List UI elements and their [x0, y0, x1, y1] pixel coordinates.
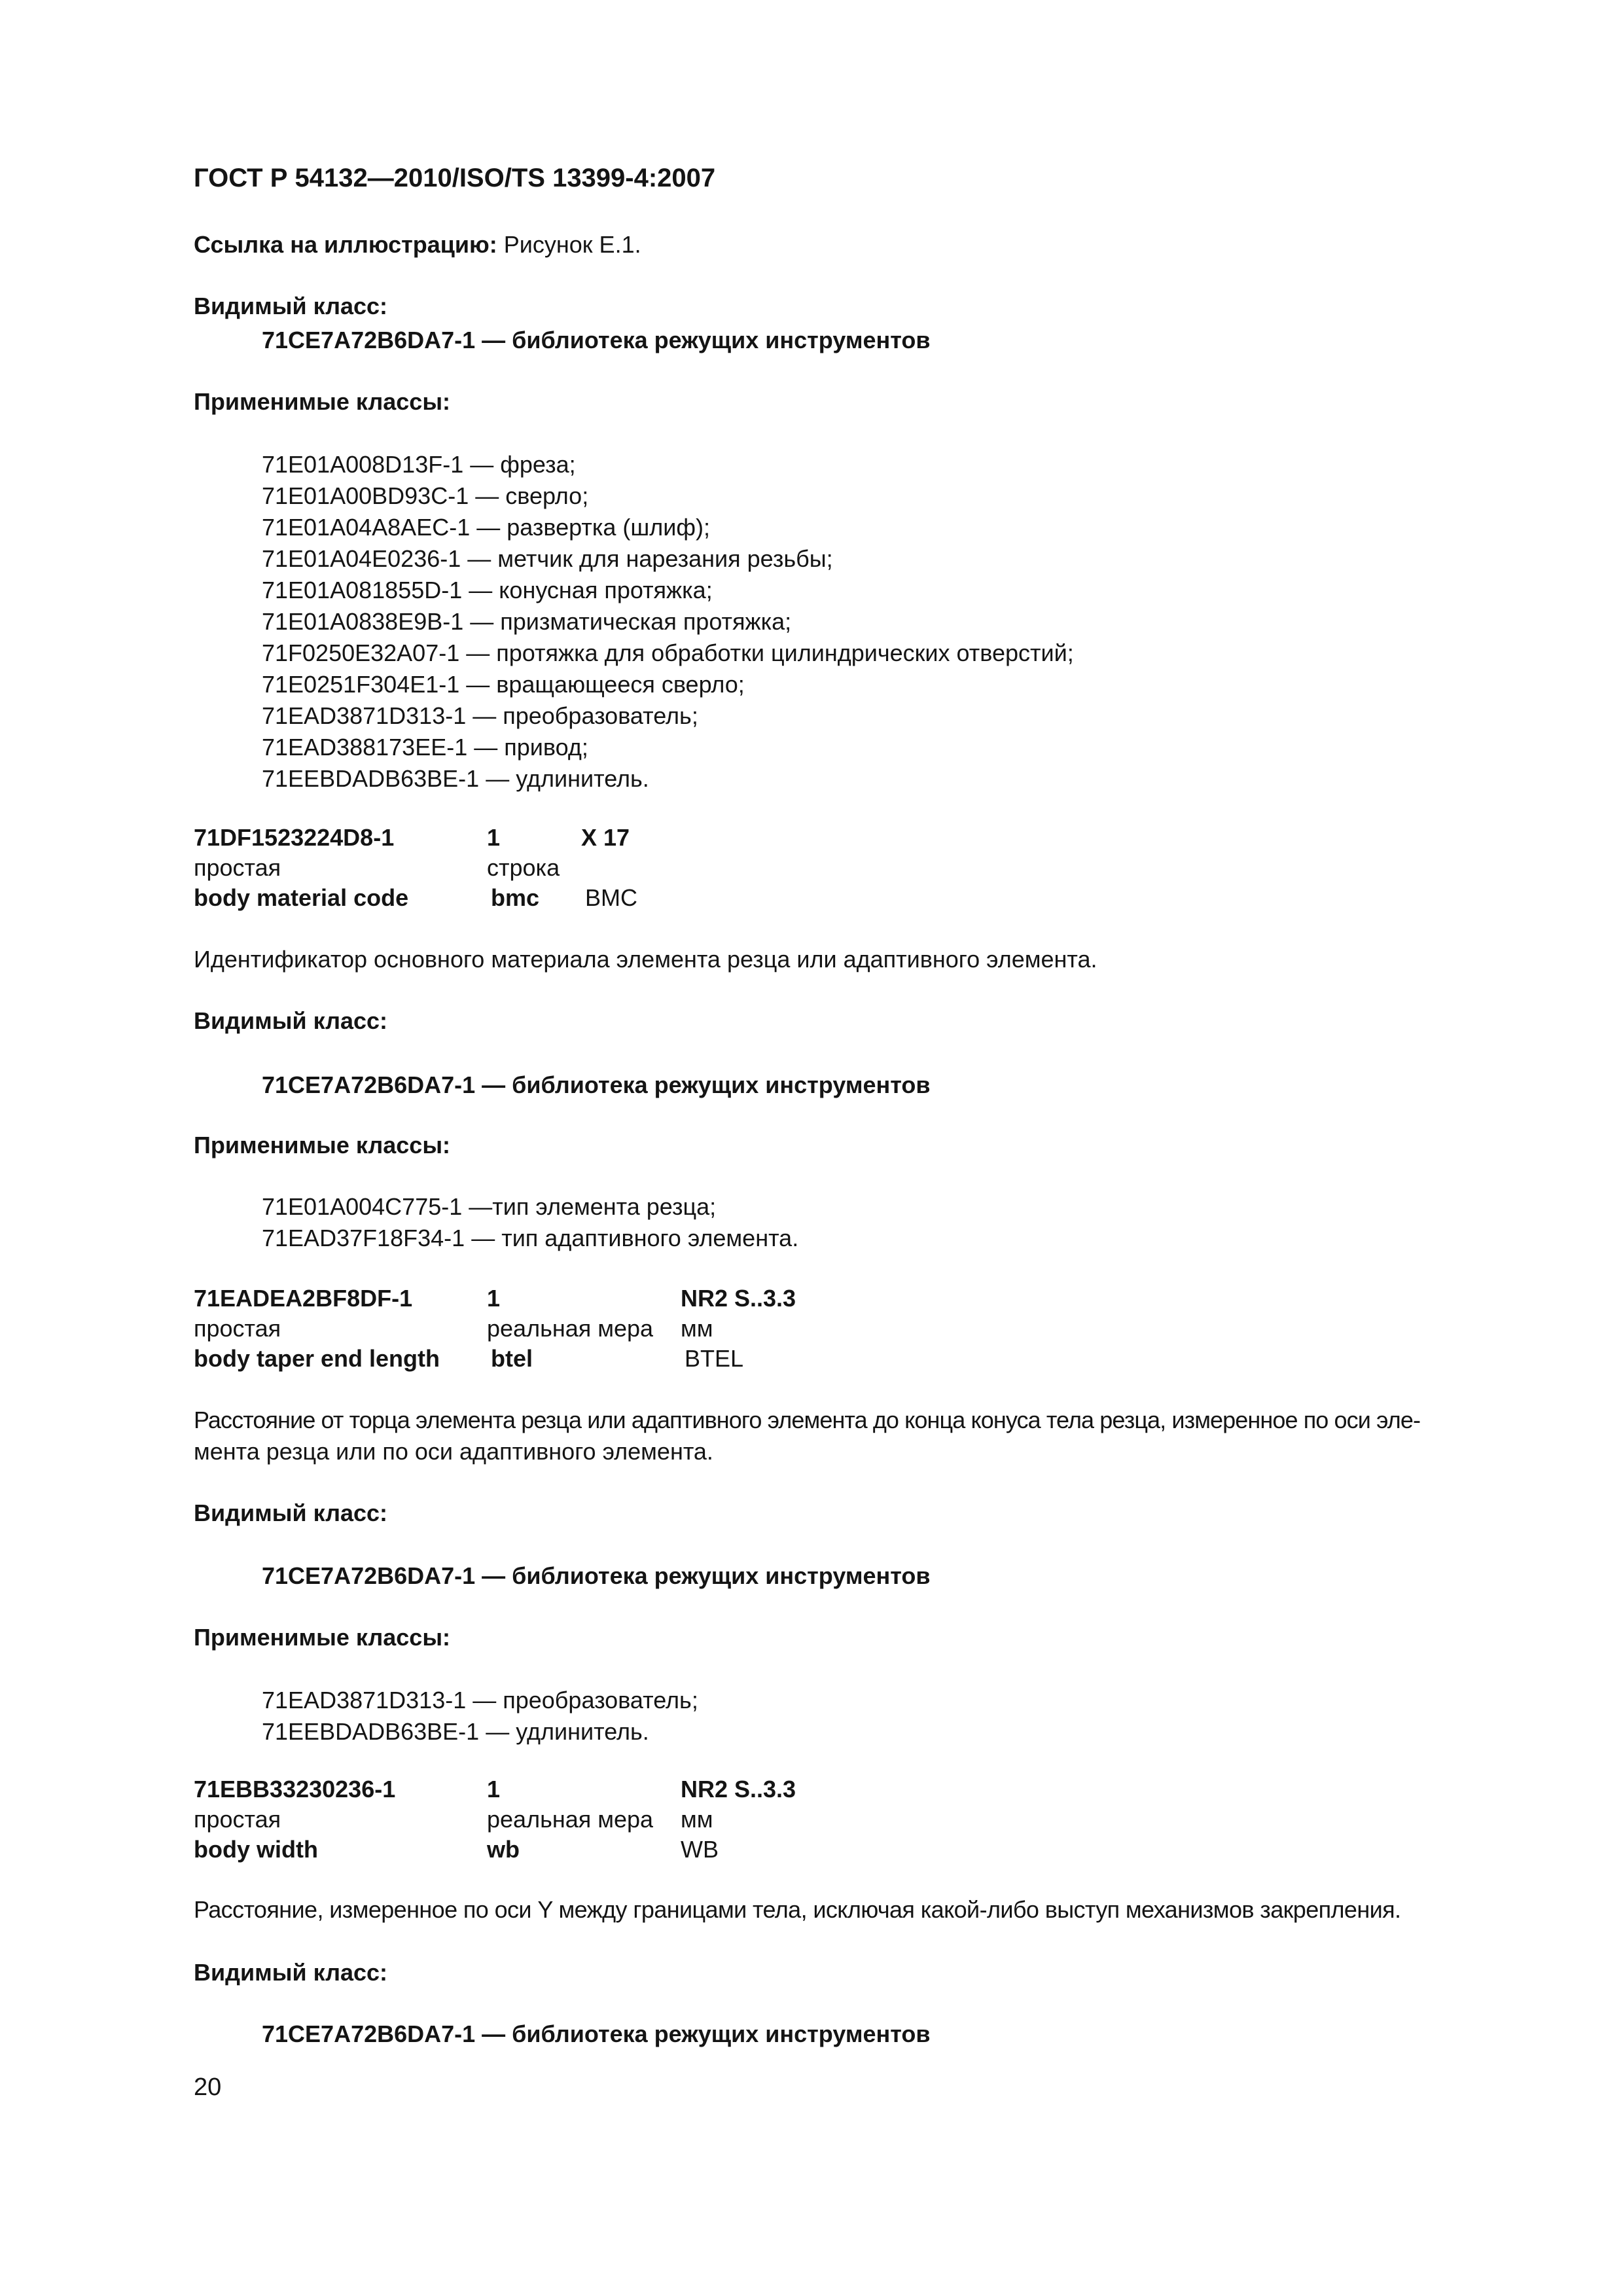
property-version: 1 [487, 824, 501, 851]
class-code: 71E01A04A8AEC-1 [262, 514, 471, 541]
visible-class-value: 71CE7A72B6DA7-1 — библиотека режущих инструментов [262, 327, 931, 353]
list-item [262, 484, 588, 508]
class-code: 71EAD3871D313-1 [262, 1687, 467, 1713]
class-code: 71E01A0838E9B-1 [262, 608, 464, 635]
visible-class-label: Видимый класс: [194, 1959, 387, 1986]
property-definition: Идентификатор основного материала элемента резца или адаптивного элемента. [194, 946, 1097, 973]
visible-class-label: Видимый класс: [194, 1499, 387, 1526]
applicable-classes-label: Применимые классы: [194, 388, 451, 415]
property-version: 1 [487, 1285, 501, 1312]
list-item [262, 641, 1074, 665]
list-item [262, 1227, 798, 1250]
list-item [262, 453, 576, 476]
class-description: — тип адаптивного элемента. [471, 1225, 799, 1251]
property-datatype: строка [487, 854, 560, 881]
class-code: 71EAD37F18F34-1 [262, 1225, 465, 1251]
list-item [262, 579, 713, 602]
property-definition-line-2: мента резца или по оси адаптивного элемента. [194, 1438, 713, 1465]
list-item [262, 1195, 716, 1219]
document-code-header: ГОСТ Р 54132—2010/ISO/TS 13399-4:2007 [194, 164, 716, 192]
class-description: — преобразователь; [473, 702, 698, 729]
class-code: 71E01A004C775-1 [262, 1193, 463, 1220]
visible-class-value: 71CE7A72B6DA7-1 — библиотека режущих инструментов [262, 1562, 931, 1589]
class-code: 71E01A00BD93C-1 [262, 482, 469, 509]
list-item [262, 547, 833, 571]
list-item [262, 516, 710, 539]
class-description: — фреза; [470, 451, 576, 478]
property-name: body taper end length [194, 1345, 440, 1372]
property-format: NR2 S..3.3 [681, 1285, 796, 1312]
visible-class-value: 71CE7A72B6DA7-1 — библиотека режущих инструментов [262, 2020, 931, 2047]
class-description: — вращающееся сверло; [466, 671, 745, 698]
list-item [262, 736, 588, 759]
property-name: body width [194, 1836, 318, 1863]
class-code: 71E01A008D13F-1 [262, 451, 464, 478]
page-number: 20 [194, 2073, 222, 2101]
visible-class-label: Видимый класс: [194, 293, 387, 319]
property-code: WB [681, 1836, 719, 1863]
list-item [262, 767, 649, 791]
property-definition-line-1: Расстояние от торца элемента резца или адаптивного элемента до конца конуса тела резца, измеренное по оси эле- [194, 1407, 1421, 1433]
applicable-classes-label: Применимые классы: [194, 1132, 451, 1158]
class-description: — сверло; [475, 482, 589, 509]
property-name: body material code [194, 884, 409, 911]
property-id: 71DF1523224D8-1 [194, 824, 395, 851]
figure-reference-label: Ссылка на иллюстрацию: [194, 231, 497, 258]
class-description: — конусная протяжка; [469, 577, 713, 603]
class-description: — удлинитель. [486, 765, 649, 792]
list-item [262, 1720, 649, 1744]
list-item [262, 704, 698, 728]
figure-reference-value: Рисунок Е.1. [503, 231, 641, 258]
list-item [262, 673, 745, 696]
class-code: 71E01A04E0236-1 [262, 545, 461, 572]
class-description: — призматическая протяжка; [470, 608, 792, 635]
class-description: — удлинитель. [486, 1718, 649, 1745]
class-description: —тип элемента резца; [469, 1193, 717, 1220]
class-description: — преобразователь; [473, 1687, 698, 1713]
class-code: 71EAD3871D313-1 [262, 702, 467, 729]
list-item [262, 1689, 698, 1712]
property-code: BMC [585, 884, 637, 911]
property-code: BTEL [685, 1345, 744, 1372]
property-symbol: wb [487, 1836, 520, 1863]
property-type: простая [194, 1806, 281, 1833]
property-version: 1 [487, 1776, 501, 1803]
class-description: — протяжка для обработки цилиндрических отверстий; [466, 639, 1074, 666]
property-type: простая [194, 1315, 281, 1342]
class-code: 71E01A081855D-1 [262, 577, 463, 603]
property-format: NR2 S..3.3 [681, 1776, 796, 1803]
property-type: простая [194, 854, 281, 881]
property-unit: мм [681, 1315, 713, 1342]
class-code: 71E0251F304E1-1 [262, 671, 460, 698]
class-code: 71EAD388173EE-1 [262, 734, 468, 761]
property-definition: Расстояние, измеренное по оси Y между границами тела, исключая какой-либо выступ механизмов закрепления. [194, 1896, 1401, 1923]
class-description: — метчик для нарезания резьбы; [467, 545, 833, 572]
property-symbol: btel [491, 1345, 533, 1372]
figure-reference [194, 233, 641, 257]
visible-class-label: Видимый класс: [194, 1007, 387, 1034]
property-id: 71EBB33230236-1 [194, 1776, 396, 1803]
class-code: 71EEBDADB63BE-1 [262, 1718, 480, 1745]
property-datatype: реальная мера [487, 1315, 654, 1342]
property-datatype: реальная мера [487, 1806, 654, 1833]
class-description: — развертка (шлиф); [476, 514, 710, 541]
class-code: 71F0250E32A07-1 [262, 639, 460, 666]
list-item [262, 610, 791, 634]
applicable-classes-label: Применимые классы: [194, 1624, 451, 1651]
class-description: — привод; [474, 734, 588, 761]
visible-class-value: 71CE7A72B6DA7-1 — библиотека режущих инструментов [262, 1071, 931, 1098]
property-symbol: bmc [491, 884, 540, 911]
property-unit: мм [681, 1806, 713, 1833]
class-code: 71EEBDADB63BE-1 [262, 765, 480, 792]
property-id: 71EADEA2BF8DF-1 [194, 1285, 413, 1312]
property-format: X 17 [581, 824, 630, 851]
